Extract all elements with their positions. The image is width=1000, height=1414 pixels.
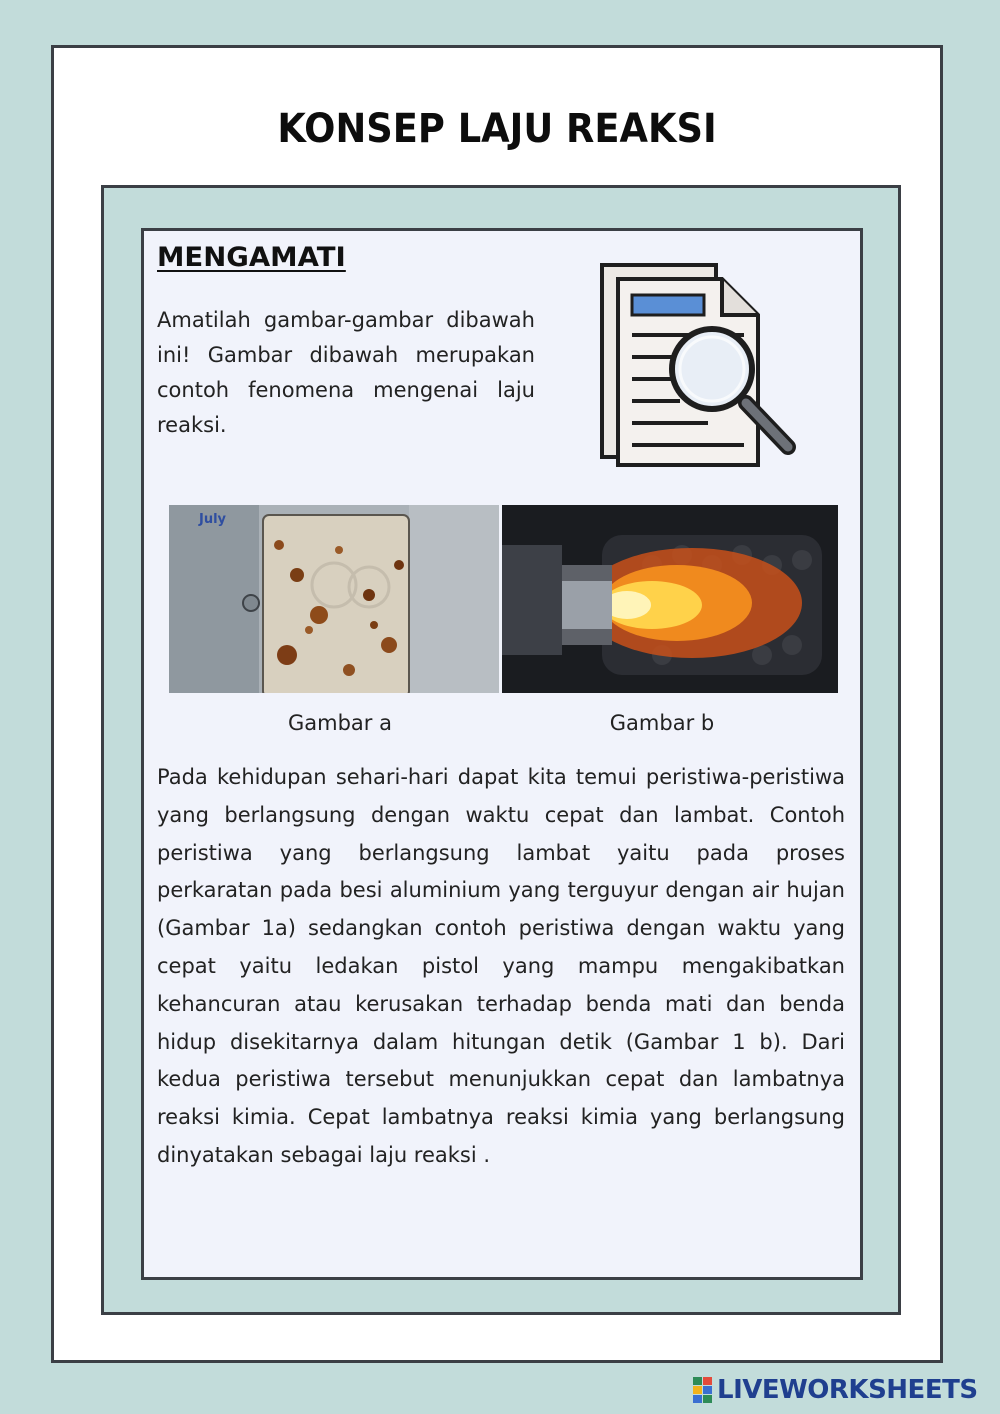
liveworksheets-brand[interactable]: [693, 1374, 978, 1406]
body-paragraph: Pada kehidupan sehari-hari dapat kita temui peristiwa-peristiwa yang berlangsung dengan waktu cepat dan lambat. Contoh peristiwa yang berlangsung lambat yaitu pada proses perkaratan pada besi aluminium yang terguyur dengan air hujan (Gambar 1a) sedangkan contoh peristiwa dengan waktu yang cepat yaitu ledakan pistol yang mampu mengakibatkan kehancuran atau kerusakan terhadap benda mati dan benda hidup disekitarnya dalam hitungan detik (Gambar 1 b). Dari kedua peristiwa tersebut menunjukkan cepat dan lambatnya reaksi kimia. Cepat lambatnya reaksi kimia yang berlangsung dinyatakan sebagai laju reaksi .: [157, 765, 845, 1167]
caption-gambar-b: Gambar b: [609, 711, 715, 735]
document-magnifier-icon: [598, 257, 804, 467]
worksheet-page: [51, 45, 943, 1363]
intro-text: Amatilah gambar-gambar dibawah ini! Gambar dibawah merupakan contoh fenomena mengenai laju reaksi.: [157, 308, 535, 437]
pistol-explosion-photo: [502, 505, 838, 693]
brand-name: LIVEWORKSHEETS: [717, 1375, 978, 1405]
content-frame: [101, 185, 901, 1315]
page-title: KONSEP LAJU REAKSI: [277, 106, 717, 152]
caption-gambar-a: Gambar a: [288, 711, 392, 735]
rusted-metal-plate-photo: [169, 505, 499, 693]
content-panel: [141, 228, 863, 1280]
photo-label-july: July: [199, 512, 227, 527]
liveworksheets-logo-icon: [693, 1377, 713, 1403]
section-title: MENGAMATI: [157, 242, 346, 273]
